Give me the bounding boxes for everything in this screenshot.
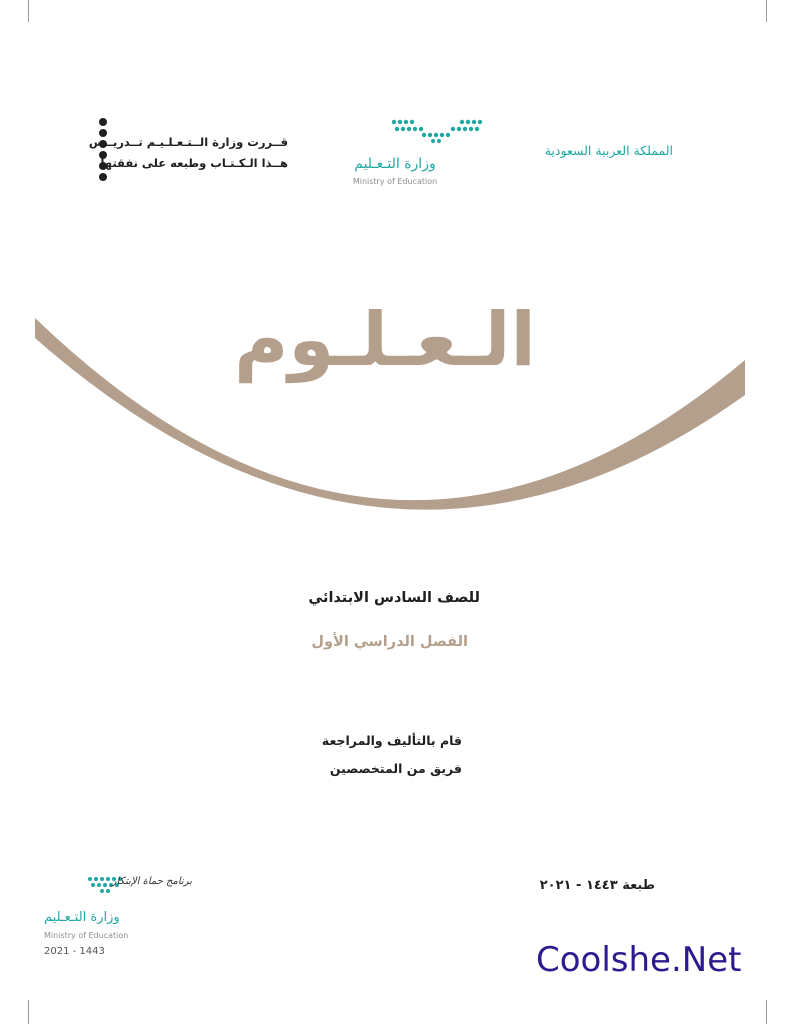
edition-label: طبعة ١٤٤٣ - ٢٠٢١: [539, 878, 655, 893]
watermark-text: Coolshe.Net: [536, 940, 742, 980]
book-title: الـعـلـوم: [234, 297, 536, 383]
ministry-name-arabic: وزارة التـعـليم: [354, 156, 436, 172]
program-name: برنامج حماة الإبتكار: [111, 876, 192, 887]
footer-ministry-english: Ministry of Education: [44, 931, 129, 940]
footer-ministry-arabic: وزارة التـعـليم: [44, 910, 120, 925]
decree-line-1: قــررت وزارة الــتـعـلـيـم تــدريــس: [88, 135, 288, 149]
authors-credit: [300, 727, 462, 783]
footer-year: 2021 - 1443: [44, 946, 105, 957]
authors-line-1: قام بالتأليف والمراجعة: [321, 733, 462, 748]
ministry-name-english: Ministry of Education: [352, 177, 438, 186]
kingdom-name: المملكة العربية السعودية: [544, 143, 673, 158]
decree-line-2: هــذا الـكـتـاب وطبعه على نفقتها: [100, 156, 288, 170]
authors-line-2: فريق من المتخصصين: [329, 761, 462, 776]
grade-label: للصف السادس الابتدائي: [308, 590, 480, 606]
semester-label: الفصل الدراسي الأول: [311, 634, 468, 650]
